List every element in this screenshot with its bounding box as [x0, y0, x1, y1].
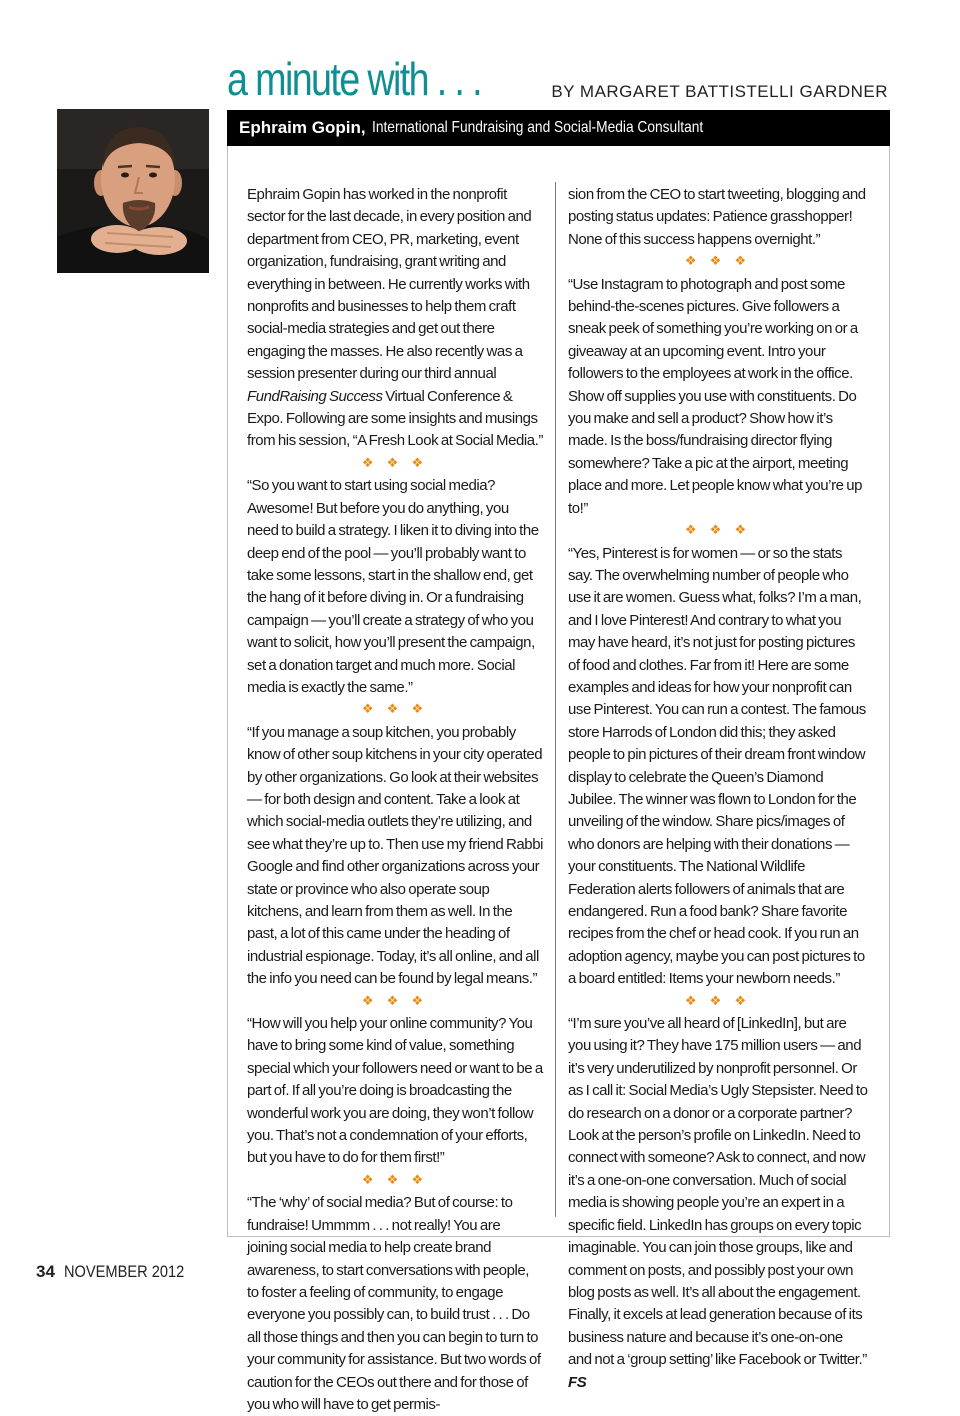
quote-paragraph: “The ‘why’ of social media? But of course: to fundraise! Ummmm . . . not really! You are joining social media to help create brand awareness, to start conversations with people, to foster a feeling of community, to engage everyone you possibly can, to build trust . . . Do all those things and then you can begin to turn to your community for assistance. But two words of caution for the CEOs out there and for those of you who will have to get permis- [247, 1194, 541, 1413]
section-separator-ornament: ❖ ❖ ❖ [684, 254, 752, 270]
portrait-illustration [57, 109, 209, 273]
subject-title: International Fundraising and Social-Media Consultant [371, 119, 703, 136]
quote-text: “I’m sure you’ve all heard of [LinkedIn], but are you using it? They have 175 million users — and it’s very underutilized by nonprofit personnel. Or as I call it: Social Media’s Ugly Stepsister. Need to do research on a donor or a corporate partner? Look at the person’s profile on LinkedIn. Need to connect with someone? Ask to connect, and now it’s a one-on-one conversation. Much of social media is showing people you’re an expert in a specific field. LinkedIn has groups on every topic imaginable. You can join those groups, like and comment on posts, and possibly post your own blog posts as well. It’s all about the engagement. Finally, it excels at lead generation because of its business nature and because it’s one-on-one and not a ‘group setting’ like Facebook or Twitter.” [568, 1015, 868, 1369]
publication-name: FundRaising Success [247, 387, 383, 405]
quote-paragraph: “Use Instagram to photograph and post some behind-the-scenes pictures. Give followers a sneak peek of something you’re working on or a giveaway at an upcoming event. Intro your followers to the employees at work in the office. Show off supplies you use with constituents. Do you make and sell a product? Show how it’s made. Is the boss/fundraising director flying somewhere? Take a pic at the airport, meeting place and more. Let people know what you’re up to!” [568, 275, 863, 517]
intro-text-b: Virtual Conference & Expo. Following are some insights and musings from his session, “A Fresh Look at Social Media.” [247, 387, 543, 450]
article-column-right [568, 184, 868, 1394]
quote-paragraph: “If you manage a soup kitchen, you probably know of other soup kitchens in your city operated by other organizations. Go look at their websites — for both design and content. Take a look at which social-media outlets they’re utilizing, and see what they’re up to. Then use my friend Rabbi Google and find other organizations across your state or province who also operate soup kitchens, and learn from them as well. In the past, a lot of this came under the heading of industrial espionage. Today, it’s all online, and all the info you need can be found by legal means.” [247, 723, 543, 988]
intro-paragraph [247, 184, 543, 453]
section-separator-ornament: ❖ ❖ ❖ [361, 1172, 429, 1188]
quote-paragraph: “So you want to start using social media? Awesome! But before you do anything, you need to build a strategy. I liken it to diving into the deep end of the pool — you’ll probably want to take some lessons, start in the shallow end, get the hang of it before diving in. Or a fundraising campaign — you’ll create a strategy of who you want to solicit, how you’ll present the campaign, set a donation target and much more. Social media is exactly the same.” [247, 477, 539, 696]
quote-paragraph [568, 1013, 868, 1394]
end-signoff-mark: FS [568, 1373, 587, 1391]
subject-name-bar [227, 110, 890, 146]
quote-paragraph: “Yes, Pinterest is for women — or so the stats say. The overwhelming number of people who use it are women. Guess what, folks? I’m a man, and I love Pinterest! And contrary to what you may have heard, it’s not just for posting pictures of food and clothes. Far from it! Here are some examples and ideas for how your nonprofit can use Pinterest. You can run a contest. The famous store Harrods of London did this; they asked people to pin pictures of their dream front window display to celebrate the Queen’s Diamond Jubilee. The winner was flown to London for the unveiling of the window. Share pics/images of who donors are helping with their donations — your constituents. The National Wildlife Federation alerts followers of animals that are endangered. Run a food bank? Share favorite recipes from the chef or head cook. If you run an adoption agency, maybe you can post pictures to a board entitled: Items your newborn needs.” [568, 544, 866, 988]
page-footer [36, 1262, 204, 1282]
issue-date: NOVEMBER 2012 [63, 1262, 184, 1281]
portrait-photo [57, 109, 209, 273]
article-column-left [247, 184, 543, 1416]
section-separator-ornament: ❖ ❖ ❖ [361, 702, 429, 718]
section-kicker: a minute with . . . [227, 53, 481, 105]
page-number: 34 [36, 1262, 55, 1281]
column-divider [555, 182, 556, 1217]
section-separator-ornament: ❖ ❖ ❖ [684, 523, 752, 539]
subject-name: Ephraim Gopin, [239, 118, 366, 137]
quote-paragraph: sion from the CEO to start tweeting, blogging and posting status updates: Patience grasshopper! None of this success happens overnight.” [568, 186, 866, 248]
author-byline: BY MARGARET BATTISTELLI GARDNER [551, 82, 888, 101]
section-separator-ornament: ❖ ❖ ❖ [361, 455, 429, 471]
section-separator-ornament: ❖ ❖ ❖ [684, 993, 752, 1009]
quote-paragraph: “How will you help your online community? You have to bring some kind of value, something special which your followers need or want to be a part of. If all you’re doing is broadcasting the wonderful work you are doing, they won’t follow you. That’s not a condemnation of your efforts, but you have to do for them first!” [247, 1015, 543, 1167]
section-separator-ornament: ❖ ❖ ❖ [361, 993, 429, 1009]
intro-text-a: Ephraim Gopin has worked in the nonprofit sector for the last decade, in every position and department from CEO, PR, marketing, event organization, fundraising, grant writing and everything in between. He currently works with nonprofits and businesses to help them craft social-media strategies and get out there engaging the masses. He also recently was a session presenter during our third annual [247, 186, 532, 383]
